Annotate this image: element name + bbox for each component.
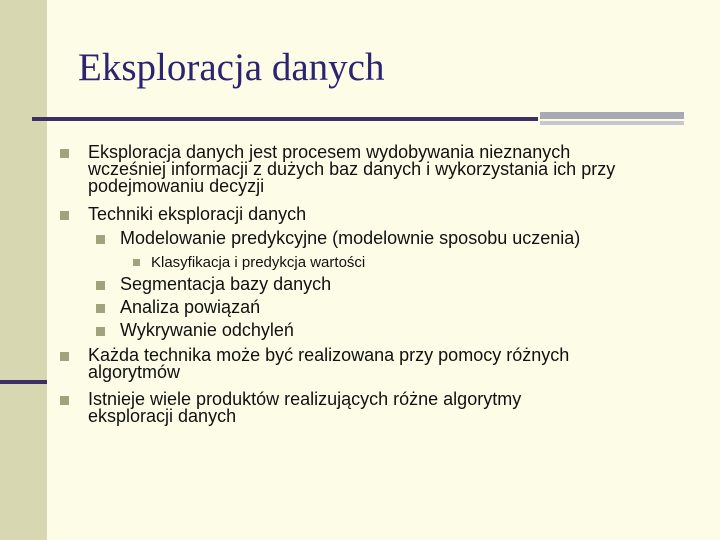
bullet-text: Każda technika może być realizowana przy pomocy różnych algorytmów [88,345,570,382]
title-rule-accent [540,112,684,119]
square-bullet-icon [96,235,105,244]
bullet-text: Istnieje wiele produktów realizujących różne algorytmy eksploracji danych [88,389,522,426]
side-band-accent-line [0,380,47,384]
bullet-text: Analiza powiązań [120,297,261,317]
bullet-item [88,144,648,195]
title-rule [32,117,538,121]
sub-bullet-item [120,322,660,339]
bullet-text: Segmentacja bazy danych [120,274,332,294]
bullet-text: Wykrywanie odchyleń [120,320,294,340]
title-rule-accent-lower [540,121,684,125]
sub-sub-bullet-item [151,254,671,271]
bullet-text: Klasyfikacja i predykcja wartości [151,254,366,271]
bullet-text: Modelowanie predykcyjne (modelownie sposobu uczenia) [120,228,581,248]
sub-bullet-item [120,299,660,316]
bullet-text: Techniki eksploracji danych [88,204,307,224]
square-bullet-icon [96,327,105,336]
square-bullet-icon [96,304,105,313]
square-bullet-icon [60,352,69,361]
side-band [0,0,47,540]
bullet-item [88,391,588,425]
sub-bullet-item [120,276,660,293]
bullet-item [88,347,633,381]
sub-bullet-item [120,230,660,247]
square-bullet-icon [133,259,140,266]
square-bullet-icon [60,211,69,220]
slide-title: Eksploracja danych [78,46,385,89]
square-bullet-icon [96,281,105,290]
square-bullet-icon [60,396,69,405]
bullet-item [88,206,648,223]
bullet-text: Eksploracja danych jest procesem wydobywania nieznanych wcześniej informacji z dużych baz danych i wykorzystania ich przy podejmowaniu decyzji [88,142,616,196]
square-bullet-icon [60,149,69,158]
